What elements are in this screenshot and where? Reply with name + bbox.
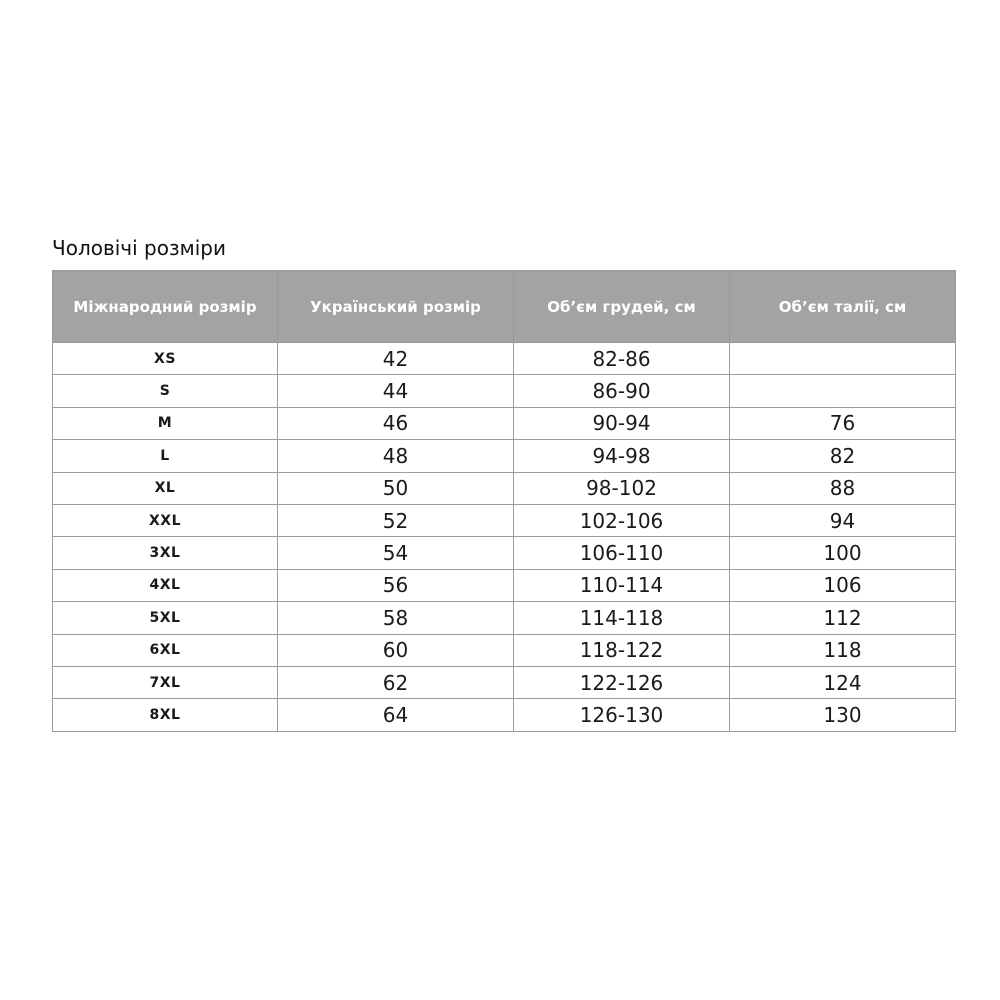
header-row: [53, 271, 956, 343]
ukrainian-size-cell: 58: [278, 602, 514, 634]
chest-girth-cell: 82-86: [514, 343, 730, 375]
chest-girth-cell: 114-118: [514, 602, 730, 634]
waist-girth-cell: [730, 375, 956, 407]
waist-girth-cell: 94: [730, 504, 956, 536]
waist-girth-cell: 106: [730, 569, 956, 601]
header-waist-girth: Об’єм талії, см: [730, 271, 956, 343]
ukrainian-size-cell: 46: [278, 407, 514, 439]
waist-girth-cell: 124: [730, 666, 956, 698]
table-row: [53, 634, 956, 666]
table-row: [53, 440, 956, 472]
chest-girth-cell: 94-98: [514, 440, 730, 472]
page-title: Чоловічі розміри: [52, 236, 226, 260]
international-size-cell: XS: [53, 343, 278, 375]
table-row: [53, 343, 956, 375]
table-row: [53, 602, 956, 634]
table-row: [53, 666, 956, 698]
chest-girth-cell: 98-102: [514, 472, 730, 504]
waist-girth-cell: 112: [730, 602, 956, 634]
chest-girth-cell: 126-130: [514, 699, 730, 731]
header-international-size: Міжнародний розмір: [53, 271, 278, 343]
table-row: [53, 407, 956, 439]
ukrainian-size-cell: 44: [278, 375, 514, 407]
header-ukrainian-size: Український розмір: [278, 271, 514, 343]
chest-girth-cell: 106-110: [514, 537, 730, 569]
waist-girth-cell: 82: [730, 440, 956, 472]
waist-girth-cell: [730, 343, 956, 375]
international-size-cell: XXL: [53, 504, 278, 536]
table-header: [53, 271, 956, 343]
international-size-cell: 3XL: [53, 537, 278, 569]
table-row: [53, 699, 956, 731]
international-size-cell: 4XL: [53, 569, 278, 601]
header-chest-girth: Об’єм грудей, см: [514, 271, 730, 343]
ukrainian-size-cell: 48: [278, 440, 514, 472]
table-row: [53, 537, 956, 569]
international-size-cell: XL: [53, 472, 278, 504]
ukrainian-size-cell: 50: [278, 472, 514, 504]
waist-girth-cell: 130: [730, 699, 956, 731]
chest-girth-cell: 110-114: [514, 569, 730, 601]
table-row: [53, 504, 956, 536]
ukrainian-size-cell: 56: [278, 569, 514, 601]
size-chart-table: [52, 270, 956, 732]
table-body: [53, 343, 956, 732]
international-size-cell: 8XL: [53, 699, 278, 731]
ukrainian-size-cell: 42: [278, 343, 514, 375]
ukrainian-size-cell: 60: [278, 634, 514, 666]
table-row: [53, 375, 956, 407]
ukrainian-size-cell: 64: [278, 699, 514, 731]
international-size-cell: L: [53, 440, 278, 472]
international-size-cell: S: [53, 375, 278, 407]
chest-girth-cell: 86-90: [514, 375, 730, 407]
international-size-cell: M: [53, 407, 278, 439]
waist-girth-cell: 100: [730, 537, 956, 569]
chest-girth-cell: 118-122: [514, 634, 730, 666]
waist-girth-cell: 76: [730, 407, 956, 439]
waist-girth-cell: 88: [730, 472, 956, 504]
ukrainian-size-cell: 52: [278, 504, 514, 536]
chest-girth-cell: 90-94: [514, 407, 730, 439]
chest-girth-cell: 122-126: [514, 666, 730, 698]
waist-girth-cell: 118: [730, 634, 956, 666]
ukrainian-size-cell: 62: [278, 666, 514, 698]
international-size-cell: 7XL: [53, 666, 278, 698]
table-row: [53, 472, 956, 504]
ukrainian-size-cell: 54: [278, 537, 514, 569]
table-row: [53, 569, 956, 601]
international-size-cell: 6XL: [53, 634, 278, 666]
international-size-cell: 5XL: [53, 602, 278, 634]
chest-girth-cell: 102-106: [514, 504, 730, 536]
